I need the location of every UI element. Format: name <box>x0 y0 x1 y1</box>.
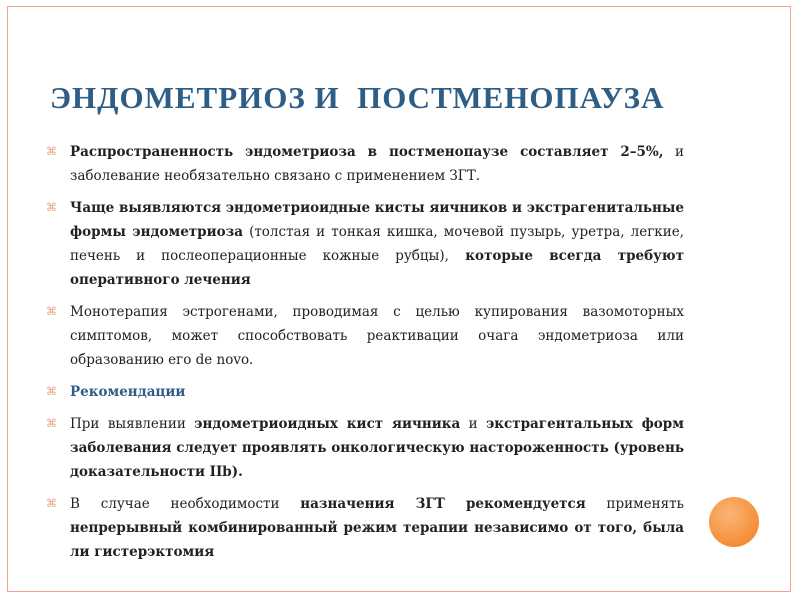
bullet-marker-icon: ⌘ <box>46 201 57 214</box>
bullet-text-bold: назначения ЗГТ рекомендуется <box>300 496 586 512</box>
recommendations-label: Рекомендации <box>70 384 186 400</box>
bullet-text: В случае необходимости <box>70 496 301 512</box>
bullet-text: применять <box>585 496 684 512</box>
bullet-detection <box>44 412 684 484</box>
bullet-text: При выявлении <box>70 416 195 432</box>
bullet-text-bold: экстрагентальных форм заболевания следует проявлять онкологическую настороженность (уровень доказательности IIb). <box>70 416 684 480</box>
bullet-list <box>44 140 684 572</box>
bullet-text-bold: Распространенность эндометриоза в постменопаузе составляет 2–5%, <box>70 144 664 160</box>
bullet-frequent-forms <box>44 196 684 292</box>
bullet-text-bold: Чаще выявляются эндометриоидные кисты яичников и экстрагенитальные формы эндометриоза <box>70 200 684 240</box>
bullet-text: Монотерапия эстрогенами, проводимая с целью купирования вазомоторных симптомов, может способствовать реактивации очага эндометриоза или образованию его de novo. <box>70 304 684 368</box>
bullet-text-bold: эндометриоидных кист яичника <box>194 416 461 432</box>
bullet-text-bold: которые всегда требуют оперативного лечения <box>70 248 685 288</box>
bullet-marker-icon: ⌘ <box>46 385 57 398</box>
bullet-text: (толстая и тонкая кишка, мочевой пузырь, уретра, легкие, печень и послеоперационные кожные рубцы), <box>70 224 685 264</box>
bullet-marker-icon: ⌘ <box>46 417 57 430</box>
bullet-recommendations-heading <box>44 380 684 404</box>
slide-title: ЭНДОМЕТРИОЗ И ПОСТМЕНОПАУЗА <box>50 80 665 115</box>
bullet-marker-icon: ⌘ <box>46 497 57 510</box>
bullet-text: и заболевание необязательно связано с применением ЗГТ. <box>70 144 684 184</box>
decorative-orange-circle <box>709 497 759 547</box>
bullet-marker-icon: ⌘ <box>46 145 57 158</box>
bullet-hrt <box>44 492 684 564</box>
bullet-monotherapy <box>44 300 684 372</box>
bullet-text-bold: непрерывный комбинированный режим терапии независимо от того, была ли гистерэктомия <box>70 520 684 560</box>
bullet-marker-icon: ⌘ <box>46 305 57 318</box>
bullet-prevalence <box>44 140 684 188</box>
bullet-text: и <box>460 416 487 432</box>
